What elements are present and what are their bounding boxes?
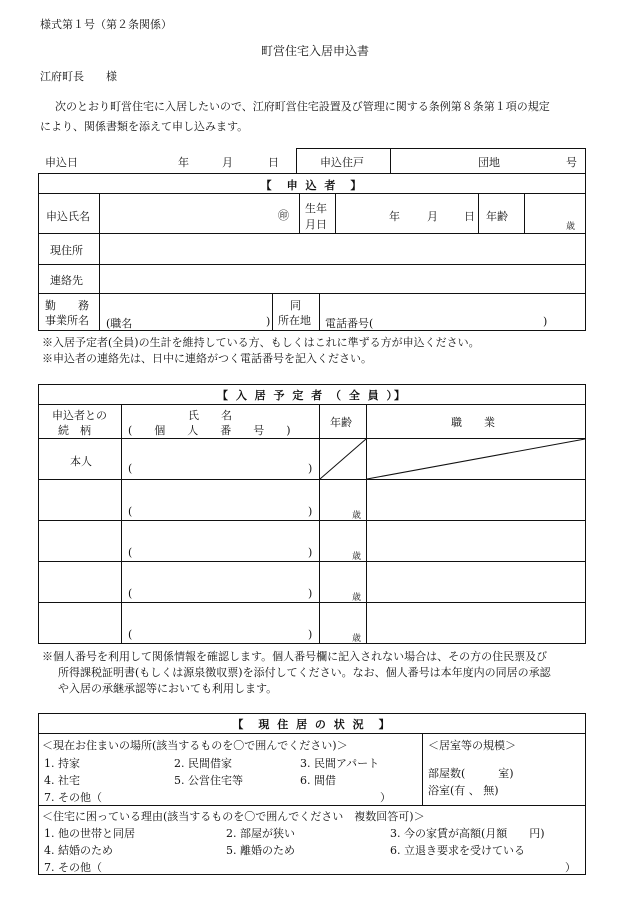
phone-label: 電話番号(	[325, 317, 374, 330]
row-3-age-unit: 歳	[352, 552, 362, 562]
birth-month-unit: 月	[427, 210, 438, 223]
age-label: 年齢	[486, 210, 508, 223]
col-relation-2: 続 柄	[58, 424, 91, 437]
date-month-unit: 月	[222, 156, 233, 169]
reason-option-2[interactable]: 2. 部屋が狭い	[226, 827, 295, 840]
application-date-label: 申込日	[45, 156, 78, 169]
birth-label-1: 生年	[305, 202, 327, 215]
work-label-1: 勤 務	[45, 299, 89, 312]
reason-option-5[interactable]: 5. 離婚のため	[226, 844, 295, 857]
rooms-count[interactable]: 部屋数( 室)	[428, 767, 514, 780]
address-label: 現住所	[50, 244, 83, 257]
row-3-paren-close: )	[308, 546, 313, 559]
reason-option-3[interactable]: 3. 今の家賃が高額(月額 円)	[390, 827, 545, 840]
seal-mark: ㊞	[278, 209, 289, 222]
row-5-paren-close: )	[308, 628, 313, 641]
col-age: 年齢	[330, 416, 352, 429]
row-5-age-unit: 歳	[352, 634, 362, 644]
resident-note-2: 所得課税証明書(もしくは源泉徴収票)を添付してください。なお、個人番号は本年度内の同居の承認	[58, 666, 551, 679]
date-day-unit: 日	[268, 156, 279, 169]
birth-day-unit: 日	[464, 210, 475, 223]
row-1-paren-close: )	[308, 462, 313, 475]
row-1-relation: 本人	[70, 455, 92, 468]
place-other-close: ）	[380, 791, 391, 804]
row-4-paren-close: )	[308, 587, 313, 600]
row-4-paren-open: (	[128, 587, 133, 600]
birth-label-2: 月日	[305, 218, 327, 231]
row-4-age-unit: 歳	[352, 593, 362, 603]
row-3-paren-open: (	[128, 546, 133, 559]
reason-heading: ＜住宅に困っている理由(該当するものを〇で囲んでください 複数回答可)＞	[42, 810, 425, 823]
reason-other-close: ）	[565, 861, 576, 874]
applicant-note-2: ※申込者の連絡先は、日中に連絡がつく電話番号を記入ください。	[42, 352, 372, 365]
location-label-1: 同	[290, 299, 301, 312]
reason-option-other[interactable]: 7. その他（	[44, 861, 102, 874]
contact-label: 連絡先	[50, 274, 83, 287]
col-job: 職 業	[451, 416, 495, 429]
applicant-note-1: ※入居予定者(全員)の生計を維持している方、もしくはこれに準ずる方が申込ください。	[42, 336, 480, 349]
reason-option-4[interactable]: 4. 結婚のため	[44, 844, 113, 857]
col-name-2: ( 個 人 番 号 )	[128, 424, 291, 437]
work-label-2: 事業所名	[45, 314, 89, 327]
row-1-paren-open: (	[128, 462, 133, 475]
location-label-2: 所在地	[278, 314, 311, 327]
page-title: 町営住宅入居申込書	[260, 44, 369, 58]
current-section-title: 【 現 住 居 の 状 況 】	[232, 718, 392, 731]
rooms-heading: ＜居室等の規模＞	[428, 739, 516, 752]
bath-choice[interactable]: 浴室(有 、 無)	[428, 784, 499, 797]
place-option-4[interactable]: 4. 社宅	[44, 774, 80, 787]
birth-year-unit: 年	[389, 210, 400, 223]
place-option-other[interactable]: 7. その他（	[44, 791, 102, 804]
place-option-1[interactable]: 1. 持家	[44, 757, 80, 770]
reason-option-1[interactable]: 1. 他の世帯と同居	[44, 827, 135, 840]
addressee: 江府町長 様	[40, 70, 117, 83]
intro-line-1: 次のとおり町営住宅に入居したいので、江府町営住宅設置及び管理に関する条例第８条第１項の規定	[55, 100, 550, 113]
place-option-6[interactable]: 6. 間借	[300, 774, 336, 787]
reason-option-6[interactable]: 6. 立退き要求を受けている	[390, 844, 525, 857]
intro-line-2: により、関係書類を添えて申し込みます。	[40, 120, 249, 133]
row-5-paren-open: (	[128, 628, 133, 641]
place-option-3[interactable]: 3. 民間アパート	[300, 757, 380, 770]
applicant-name-label: 申込氏名	[46, 210, 90, 223]
place-heading: ＜現在お住まいの場所(該当するものを〇で囲んでください)＞	[42, 739, 348, 752]
age-unit: 歳	[566, 222, 576, 232]
row-2-paren-open: (	[128, 505, 133, 518]
row-2-age-unit: 歳	[352, 511, 362, 521]
col-name-1: 氏 名	[188, 409, 232, 422]
row-2-paren-close: )	[308, 505, 313, 518]
resident-note-3: や入居の承継承認等においても利用します。	[58, 682, 278, 695]
residents-section-title: 【 入 居 予 定 者 （ 全 員 ）】	[217, 389, 407, 402]
date-year-unit: 年	[178, 156, 189, 169]
form-number: 様式第１号（第２条関係）	[40, 18, 172, 31]
job-title-label: (職名	[106, 317, 133, 330]
applicant-section-title: 【 申 込 者 】	[260, 179, 364, 192]
application-house-label: 申込住戸	[320, 156, 364, 169]
place-option-2[interactable]: 2. 民間借家	[174, 757, 232, 770]
phone-close: )	[543, 315, 548, 328]
danchi-unit: 団地	[478, 156, 500, 169]
job-title-close: )	[266, 315, 271, 328]
resident-note-1: ※個人番号を利用して関係情報を確認します。個人番号欄に記入されない場合は、その方の住民票及び	[42, 650, 548, 663]
place-option-5[interactable]: 5. 公営住宅等	[174, 774, 243, 787]
go-unit: 号	[566, 156, 577, 169]
col-relation-1: 申込者との	[52, 409, 107, 422]
